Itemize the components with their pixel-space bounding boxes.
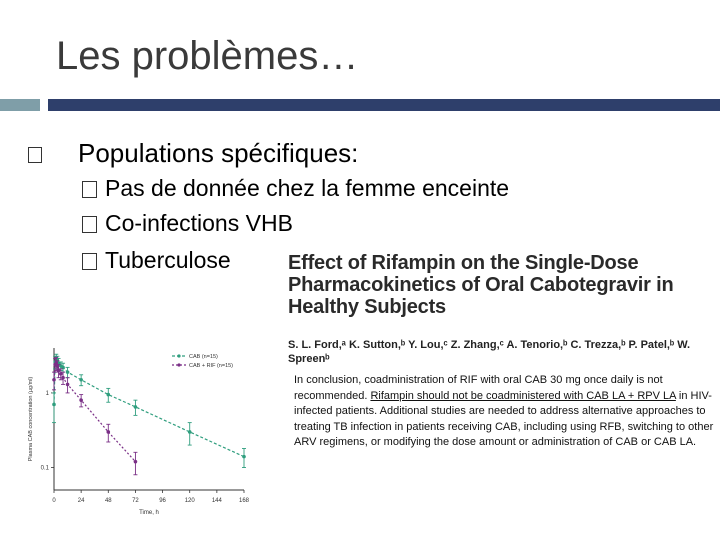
subbullet-pregnancy bbox=[82, 174, 509, 202]
data-point bbox=[52, 403, 56, 407]
x-axis-label: Time, h bbox=[139, 510, 159, 516]
abstract-text: In conclusion, coadministration of RIF with oral CAB 30 mg once daily is not recommended. bbox=[294, 374, 663, 402]
y-axis-label: Plasma CAB concentration (µg/ml) bbox=[28, 376, 34, 462]
subbullet-tb bbox=[82, 246, 231, 274]
bullet-populations bbox=[28, 138, 358, 168]
legend-label: CAB + RIF (n=15) bbox=[189, 363, 234, 369]
data-point bbox=[106, 393, 110, 397]
article-title: Effect of Rifampin on the Single-Dose Pharmacokinetics of Oral Cabotegravir in Healthy Subjects bbox=[288, 252, 674, 318]
legend-marker bbox=[177, 354, 180, 357]
data-point bbox=[61, 376, 65, 380]
x-tick-label: 48 bbox=[104, 498, 112, 504]
subbullet-square-icon bbox=[82, 181, 97, 198]
subbullet-square-icon bbox=[82, 216, 97, 233]
bullet-square-icon bbox=[28, 147, 42, 163]
subbullet-text: Tuberculose bbox=[105, 247, 231, 273]
x-tick-label: 72 bbox=[132, 498, 139, 504]
title-rule bbox=[48, 99, 720, 111]
x-tick-label: 0 bbox=[52, 498, 56, 504]
subbullet-text: Co-infections VHB bbox=[105, 210, 293, 236]
title-rule-accent bbox=[0, 99, 40, 111]
series-line bbox=[54, 360, 244, 457]
abstract-key-statement: Rifampin should not be coadministered with CAB LA + RPV LA bbox=[370, 389, 676, 402]
data-point bbox=[242, 455, 246, 459]
x-tick-label: 24 bbox=[77, 498, 85, 504]
data-point bbox=[188, 430, 192, 434]
y-tick-label: 1 bbox=[45, 390, 49, 397]
data-point bbox=[134, 460, 138, 464]
pk-chart bbox=[22, 338, 272, 520]
data-point bbox=[79, 378, 83, 382]
x-tick-label: 168 bbox=[238, 498, 250, 504]
y-tick-label: 0.1 bbox=[40, 465, 49, 472]
data-point bbox=[59, 372, 63, 376]
data-point bbox=[66, 383, 70, 387]
subbullet-hbv bbox=[82, 209, 293, 237]
data-point bbox=[134, 405, 138, 409]
article-abstract bbox=[294, 373, 719, 451]
bullet-text: Populations spécifiques: bbox=[78, 138, 359, 168]
data-point bbox=[52, 378, 56, 382]
legend-marker bbox=[177, 363, 180, 366]
abstract-text-cont: in HIV-infected patients. Additional studies are needed to address alternative approaches to treating TB infection in patients receiving CAB, including using RFB, switching to other ARV regimens, or modifying the dose amount or administration of CAB or CAB LA. bbox=[294, 389, 714, 448]
article-authors: S. L. Ford,ᵃ K. Sutton,ᵇ Y. Lou,ᶜ Z. Zhang,ᶜ A. Tenorio,ᵇ C. Trezza,ᵇ P. Patel,ᵇ W. Spreenᵇ bbox=[288, 339, 691, 365]
data-point bbox=[106, 430, 110, 434]
data-point bbox=[79, 398, 83, 402]
slide-title: Les problèmes… bbox=[56, 34, 359, 78]
legend-label: CAB (n=15) bbox=[189, 354, 218, 360]
x-tick-label: 96 bbox=[159, 498, 166, 504]
data-point bbox=[66, 370, 70, 374]
x-tick-label: 120 bbox=[184, 498, 195, 504]
subbullet-text: Pas de donnée chez la femme enceinte bbox=[105, 175, 510, 201]
subbullet-square-icon bbox=[82, 253, 97, 270]
x-tick-label: 144 bbox=[211, 498, 222, 504]
